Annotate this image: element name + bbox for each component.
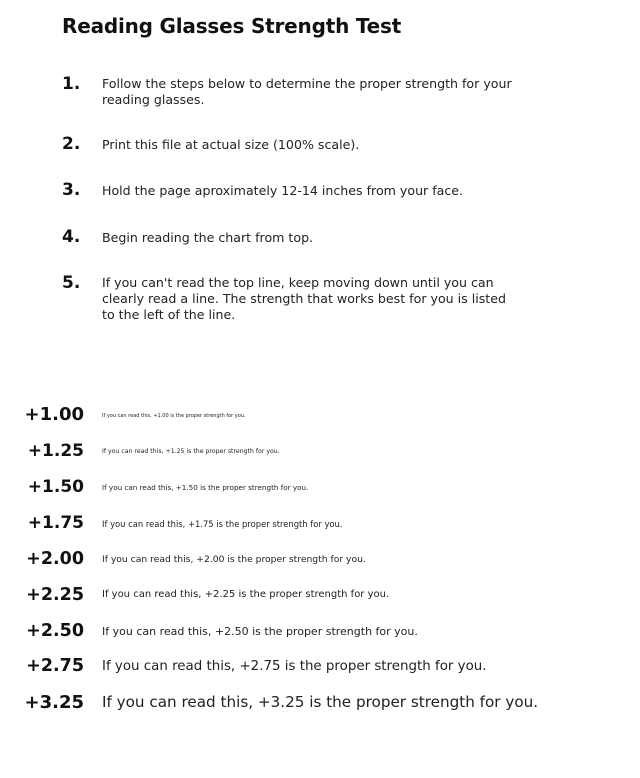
chart-row-2-00 xyxy=(0,551,640,581)
strength-value: +1.25 xyxy=(27,441,84,461)
sample-text: If you can read this, +1.50 is the proper strength for you. xyxy=(102,483,309,492)
sample-text: If you can read this, +2.50 is the proper strength for you. xyxy=(102,625,418,638)
strength-value: +2.25 xyxy=(26,585,84,605)
sample-text: If you can read this, +1.00 is the proper strength for you. xyxy=(102,413,246,419)
sample-text: If you can read this, +1.75 is the proper strength for you. xyxy=(102,519,343,529)
sample-text: If you can read this, +2.25 is the proper strength for you. xyxy=(102,589,390,600)
sample-text: If you can read this, +2.75 is the proper strength for you. xyxy=(102,659,487,674)
strength-value: +1.00 xyxy=(24,404,84,425)
strength-value: +1.75 xyxy=(27,513,84,533)
chart-row-2-25 xyxy=(0,587,640,617)
chart-row-1-75 xyxy=(0,515,640,545)
chart-row-1-00 xyxy=(0,406,640,436)
step-text: Hold the page aproximately 12-14 inches from your face. xyxy=(102,183,464,198)
strength-value: +3.25 xyxy=(24,692,84,713)
sample-text: If you can read this, +3.25 is the proper strength for you. xyxy=(102,693,539,711)
page-title: Reading Glasses Strength Test xyxy=(62,14,402,38)
chart-row-2-50 xyxy=(0,623,640,653)
step-text: If you can't read the top line, keep moving down until you can clearly read a line. The strength that works best for you is listed to the left of the line. xyxy=(102,275,506,322)
step-number: 1. xyxy=(62,74,81,94)
step-text: Begin reading the chart from top. xyxy=(102,230,314,245)
strength-value: +2.00 xyxy=(26,549,84,569)
sample-text: If you can read this, +2.00 is the proper strength for you. xyxy=(102,554,366,565)
chart-row-1-50 xyxy=(0,479,640,509)
strength-value: +2.50 xyxy=(26,621,84,641)
chart-row-3-25 xyxy=(0,694,640,724)
chart-row-1-25 xyxy=(0,443,640,473)
step-number: 2. xyxy=(62,134,81,154)
step-number: 3. xyxy=(62,180,81,200)
strength-value: +2.75 xyxy=(26,656,84,676)
step-number: 5. xyxy=(62,273,81,293)
step-text: Follow the steps below to determine the proper strength for your reading glasses. xyxy=(102,76,512,107)
step-number: 4. xyxy=(62,227,81,247)
step-text: Print this file at actual size (100% scale). xyxy=(102,137,360,152)
strength-value: +1.50 xyxy=(27,477,84,497)
sample-text: If you can read this, +1.25 is the proper strength for you. xyxy=(102,448,280,455)
chart-row-2-75 xyxy=(0,658,640,688)
